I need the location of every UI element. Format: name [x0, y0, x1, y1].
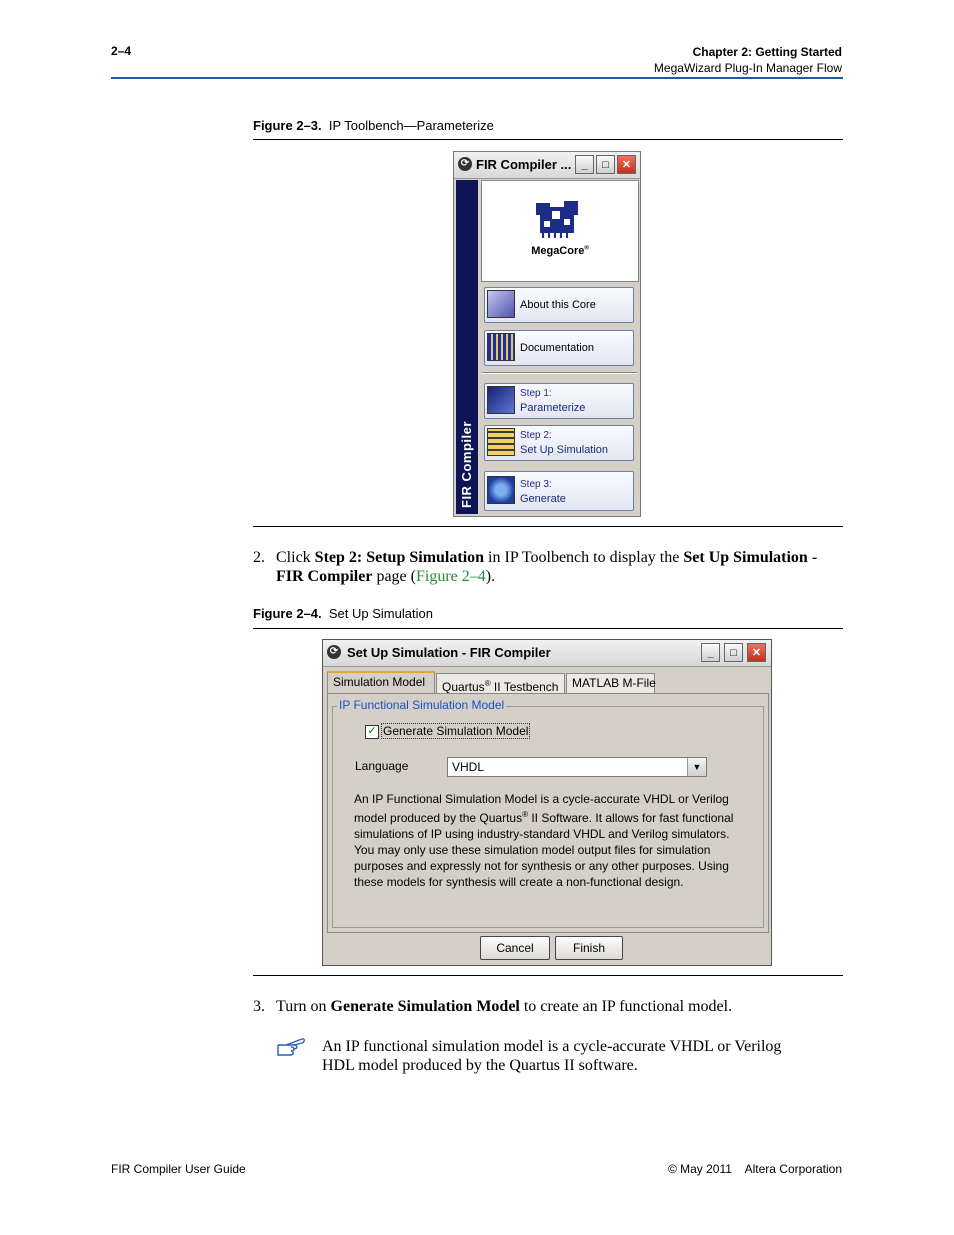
- titlebar: [323, 640, 771, 667]
- note-text: An IP functional simulation model is a cycle-accurate VHDL or Verilog HDL model produced by the Quartus II software.: [322, 1038, 782, 1074]
- generate-model-label[interactable]: Generate Simulation Model: [383, 724, 529, 738]
- separator: [482, 372, 637, 374]
- page-number: 2–4: [111, 44, 132, 58]
- tab-simulation-model[interactable]: Simulation Model: [327, 671, 435, 694]
- step2-simulation-button[interactable]: [484, 425, 634, 461]
- minimize-button[interactable]: _: [575, 155, 594, 174]
- figure-top-rule: [253, 139, 843, 140]
- figure-2-4-caption: [253, 606, 433, 621]
- footer-left: FIR Compiler User Guide: [111, 1162, 246, 1176]
- running-header: [654, 44, 842, 76]
- step1-parameterize-button[interactable]: [484, 383, 634, 419]
- step3-paragraph: Turn on Generate Simulation Model to create an IP functional model.: [276, 998, 733, 1015]
- figure-caption-text: Set Up Simulation: [328, 606, 433, 621]
- documentation-label: Documentation: [520, 342, 594, 354]
- step3-generate-button[interactable]: [484, 471, 634, 511]
- setup-simulation-window: [322, 639, 772, 966]
- language-value: VHDL: [452, 760, 485, 774]
- step3-number: Step 3:: [520, 479, 552, 490]
- cancel-button[interactable]: Cancel: [480, 936, 550, 960]
- figure-bottom-rule: [253, 975, 843, 976]
- group-label: IP Functional Simulation Model: [339, 698, 505, 712]
- sidebar-banner: [456, 180, 478, 514]
- tab-panel: [327, 693, 769, 933]
- figure-bottom-rule: [253, 526, 843, 527]
- step1-number: Step 1:: [520, 388, 552, 399]
- ip-toolbench-window: [453, 151, 641, 517]
- megacore-logo-text: MegaCore®: [531, 245, 589, 257]
- footer-right: © May 2011 Altera Corporation: [667, 1162, 842, 1176]
- wand-icon: [487, 386, 515, 414]
- step3-label: Generate: [520, 493, 566, 505]
- step1-label: Parameterize: [520, 402, 586, 414]
- gear-icon: [487, 476, 515, 504]
- pointing-hand-icon: [276, 1035, 306, 1059]
- section-title: MegaWizard Plug-In Manager Flow: [653, 61, 842, 75]
- language-label: Language: [355, 759, 409, 773]
- step2-label: Set Up Simulation: [520, 444, 609, 456]
- book-icon: [487, 333, 515, 361]
- app-icon: ⟳: [327, 645, 341, 659]
- figure-top-rule: [253, 628, 843, 629]
- about-core-label: About this Core: [520, 299, 596, 311]
- description-text: An IP Functional Simulation Model is a cycle-accurate VHDL or Verilog model produced by the Quartus® II Software. It allows for fast functional simulations of IP using industry-standard VHDL and Verilog simulators. You may only use these simulation model output files for simulation purposes and expressly not for synthesis or any other purposes. Using these models for synthesis will create a non-functional design.: [354, 792, 734, 889]
- generate-model-checkbox[interactable]: ✓: [365, 725, 379, 739]
- cube-icon: [487, 290, 515, 318]
- step3-number: 3.: [253, 998, 265, 1015]
- maximize-button[interactable]: □: [596, 155, 615, 174]
- documentation-button[interactable]: [484, 330, 634, 366]
- maximize-button[interactable]: □: [724, 643, 743, 662]
- sidebar-text: FIR Compiler: [459, 421, 474, 508]
- simulation-model-group: [332, 698, 764, 928]
- figure-caption-text: IP Toolbench—Parameterize: [328, 118, 494, 133]
- figure-2-3-caption: [253, 118, 494, 133]
- chapter-title: Chapter 2: Getting Started: [692, 45, 842, 59]
- figure-2-4-link[interactable]: Figure 2–4: [415, 568, 486, 585]
- app-icon: ⟳: [458, 157, 472, 171]
- step2-number: 2.: [253, 549, 265, 566]
- about-core-button[interactable]: [484, 287, 634, 323]
- step2-number: Step 2:: [520, 430, 552, 441]
- chevron-down-icon[interactable]: ▼: [687, 758, 706, 776]
- window-title: Set Up Simulation - FIR Compiler: [347, 645, 551, 660]
- megacore-logo-panel: [481, 180, 639, 282]
- close-button[interactable]: ✕: [617, 155, 636, 174]
- tab-quartus-testbench[interactable]: Quartus® II Testbench: [436, 673, 565, 693]
- titlebar: [454, 152, 640, 179]
- figure-label: Figure 2–4.: [253, 606, 322, 621]
- minimize-button[interactable]: _: [701, 643, 720, 662]
- close-button[interactable]: ✕: [747, 643, 766, 662]
- header-rule: [111, 77, 843, 79]
- figure-label: Figure 2–3.: [253, 118, 322, 133]
- window-title: FIR Compiler ...: [476, 157, 572, 172]
- waveform-icon: [487, 428, 515, 456]
- finish-button[interactable]: Finish: [555, 936, 623, 960]
- megacore-logo-icon: [534, 199, 582, 239]
- language-select[interactable]: [447, 757, 707, 777]
- tab-matlab-mfile[interactable]: MATLAB M-File: [566, 673, 655, 693]
- step2-paragraph: Click Step 2: Setup Simulation in IP Toolbench to display the Set Up Simulation - FIR Compiler page (Figure 2–4).: [276, 549, 818, 585]
